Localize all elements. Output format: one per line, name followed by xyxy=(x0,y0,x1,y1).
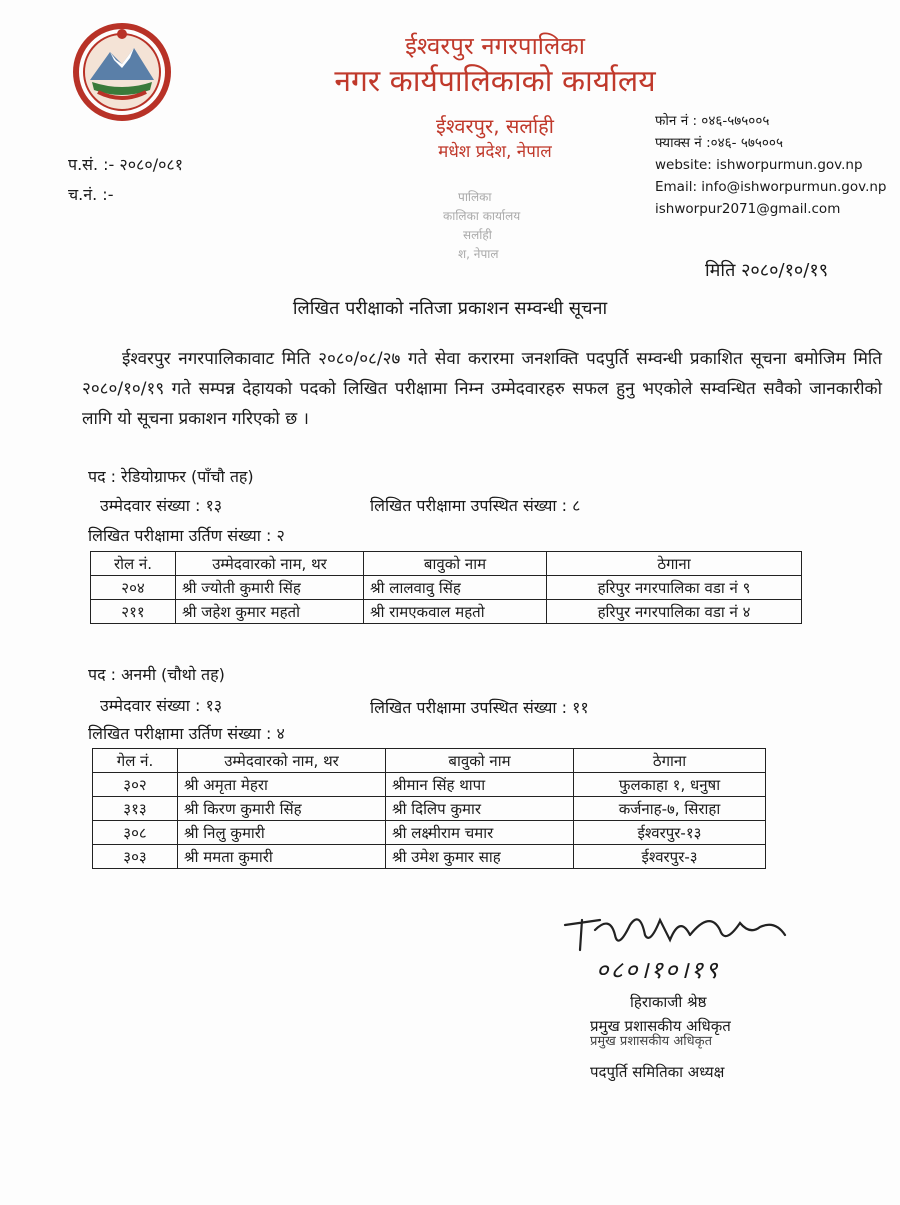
roll-number: ३०८ xyxy=(93,821,178,845)
post1-candidates: उम्मेदवार संख्या : १३ xyxy=(100,496,223,515)
candidate-name: श्री किरण कुमारी सिंह xyxy=(178,797,386,821)
col-address: ठेगाना xyxy=(547,552,802,576)
father-name: श्री रामएकवाल महतो xyxy=(364,600,547,624)
col-father: बावुको नाम xyxy=(364,552,547,576)
col-candidate: उम्मेदवारको नाम, थर xyxy=(178,749,386,773)
email-link[interactable]: Email: info@ishworpurmun.gov.np xyxy=(655,179,887,195)
table-header-row xyxy=(91,552,802,576)
stamp-line: पालिका xyxy=(458,190,492,204)
office-header xyxy=(330,30,660,164)
post2-title: पद : अनमी (चौथो तह) xyxy=(88,665,225,684)
candidate-name: श्री जहेश कुमार महतो xyxy=(176,600,364,624)
roll-number: २०४ xyxy=(91,576,176,600)
candidate-name: श्री ममता कुमारी xyxy=(178,845,386,869)
table-row xyxy=(91,600,802,624)
handwritten-signature-icon xyxy=(560,905,800,960)
designation-stamp: प्रमुख प्रशासकीय अधिकृत xyxy=(590,1034,713,1049)
phone-number: फोन नं : ०४६-५७५००५ xyxy=(655,113,770,129)
table-row xyxy=(93,797,766,821)
email-link-2[interactable]: ishworpur2071@gmail.com xyxy=(655,201,841,217)
table-row xyxy=(93,773,766,797)
table-row xyxy=(93,845,766,869)
father-name: श्री लालवावु सिंह xyxy=(364,576,547,600)
stamp-line: कालिका कार्यालय xyxy=(443,209,521,223)
signature-block xyxy=(560,905,800,990)
dispatch-number: च.नं. :- xyxy=(68,185,114,204)
father-name: श्री दिलिप कुमार xyxy=(386,797,574,821)
post2-passed: लिखित परीक्षामा उर्तिण संख्या : ४ xyxy=(88,724,285,743)
address: हरिपुर नगरपालिका वडा नं ९ xyxy=(547,576,802,600)
table-row xyxy=(93,821,766,845)
address: ईश्वरपुर-३ xyxy=(574,845,766,869)
candidate-name: श्री निलु कुमारी xyxy=(178,821,386,845)
father-name: श्री लक्ष्मीराम चमार xyxy=(386,821,574,845)
col-roll: गेल नं. xyxy=(93,749,178,773)
nepal-emblem-icon xyxy=(72,22,172,122)
stamp-line: सर्लाही xyxy=(463,228,492,242)
roll-number: २११ xyxy=(91,600,176,624)
roll-number: ३०२ xyxy=(93,773,178,797)
signatory-name: हिराकाजी श्रेष्ठ xyxy=(630,993,707,1011)
post2-results-table xyxy=(92,748,766,869)
post2-present: लिखित परीक्षामा उपस्थित संख्या : ११ xyxy=(370,698,589,717)
candidate-name: श्री ज्योती कुमारी सिंह xyxy=(176,576,364,600)
father-name: श्रीमान सिंह थापा xyxy=(386,773,574,797)
address: कर्जनाह-७, सिराहा xyxy=(574,797,766,821)
address: ईश्वरपुर-१३ xyxy=(574,821,766,845)
table-row xyxy=(91,576,802,600)
address: हरिपुर नगरपालिका वडा नं ४ xyxy=(547,600,802,624)
reference-block xyxy=(68,150,183,210)
post1-passed: लिखित परीक्षामा उर्तिण संख्या : २ xyxy=(88,526,285,545)
fax-number: फ्याक्स नं :०४६- ५७५००५ xyxy=(655,135,783,151)
office-name: नगर कार्यपालिकाको कार्यालय xyxy=(334,64,656,99)
roll-number: ३१३ xyxy=(93,797,178,821)
address: फुलकाहा १, धनुषा xyxy=(574,773,766,797)
notice-subject: लिखित परीक्षाको नतिजा प्रकाशन सम्वन्धी सूचना xyxy=(292,298,608,319)
office-province: मधेश प्रदेश, नेपाल xyxy=(438,142,552,162)
handwritten-date: ०८०।१०।१९ xyxy=(596,956,720,984)
col-address: ठेगाना xyxy=(574,749,766,773)
post1-results-table xyxy=(90,551,802,624)
table-header-row xyxy=(93,749,766,773)
roll-number: ३०३ xyxy=(93,845,178,869)
col-father: बावुको नाम xyxy=(386,749,574,773)
candidate-name: श्री अमृता मेहरा xyxy=(178,773,386,797)
stamp-line: श, नेपाल xyxy=(458,247,499,261)
col-candidate: उम्मेदवारको नाम, थर xyxy=(176,552,364,576)
committee-role: पदपुर्ति समितिका अध्यक्ष xyxy=(590,1063,725,1081)
municipality-name: ईश्वरपुर नगरपालिका xyxy=(405,32,585,60)
col-roll: रोल नं. xyxy=(91,552,176,576)
reference-number: प.सं. :- २०८०/०८१ xyxy=(68,155,184,174)
father-name: श्री उमेश कुमार साह xyxy=(386,845,574,869)
notice-date: मिति २०८०/१०/१९ xyxy=(705,260,829,281)
office-stamp xyxy=(418,188,548,288)
post2-candidates: उम्मेदवार संख्या : १३ xyxy=(100,696,223,715)
post1-present: लिखित परीक्षामा उपस्थित संख्या : ८ xyxy=(370,496,581,515)
signatory-designation: प्रमुख प्रशासकीय अधिकृत xyxy=(590,1017,731,1035)
post1-title: पद : रेडियोग्राफर (पाँचौ तह) xyxy=(88,467,254,486)
signatory-details xyxy=(590,990,731,1084)
website-link[interactable]: website: ishworpurmun.gov.np xyxy=(655,157,863,173)
office-location: ईश्वरपुर, सर्लाही xyxy=(436,114,554,138)
notice-body: ईश्वरपुर नगरपालिकावाट मिति २०८०/०८/२७ गते सेवा करारमा जनशक्ति पदपुर्ति सम्वन्धी प्रकाशित सूचना बमोजिम मिति २०८०/१०/१९ गते सम्पन्न देहायको पदको लिखित परीक्षामा निम्न उम्मेदवारहरु सफल हुनु भएकोले सम्वन्धित सवैको जानकारीको लागि यो सूचना प्रकाशन गरिएको छ । xyxy=(82,349,882,429)
contact-block xyxy=(655,110,886,220)
